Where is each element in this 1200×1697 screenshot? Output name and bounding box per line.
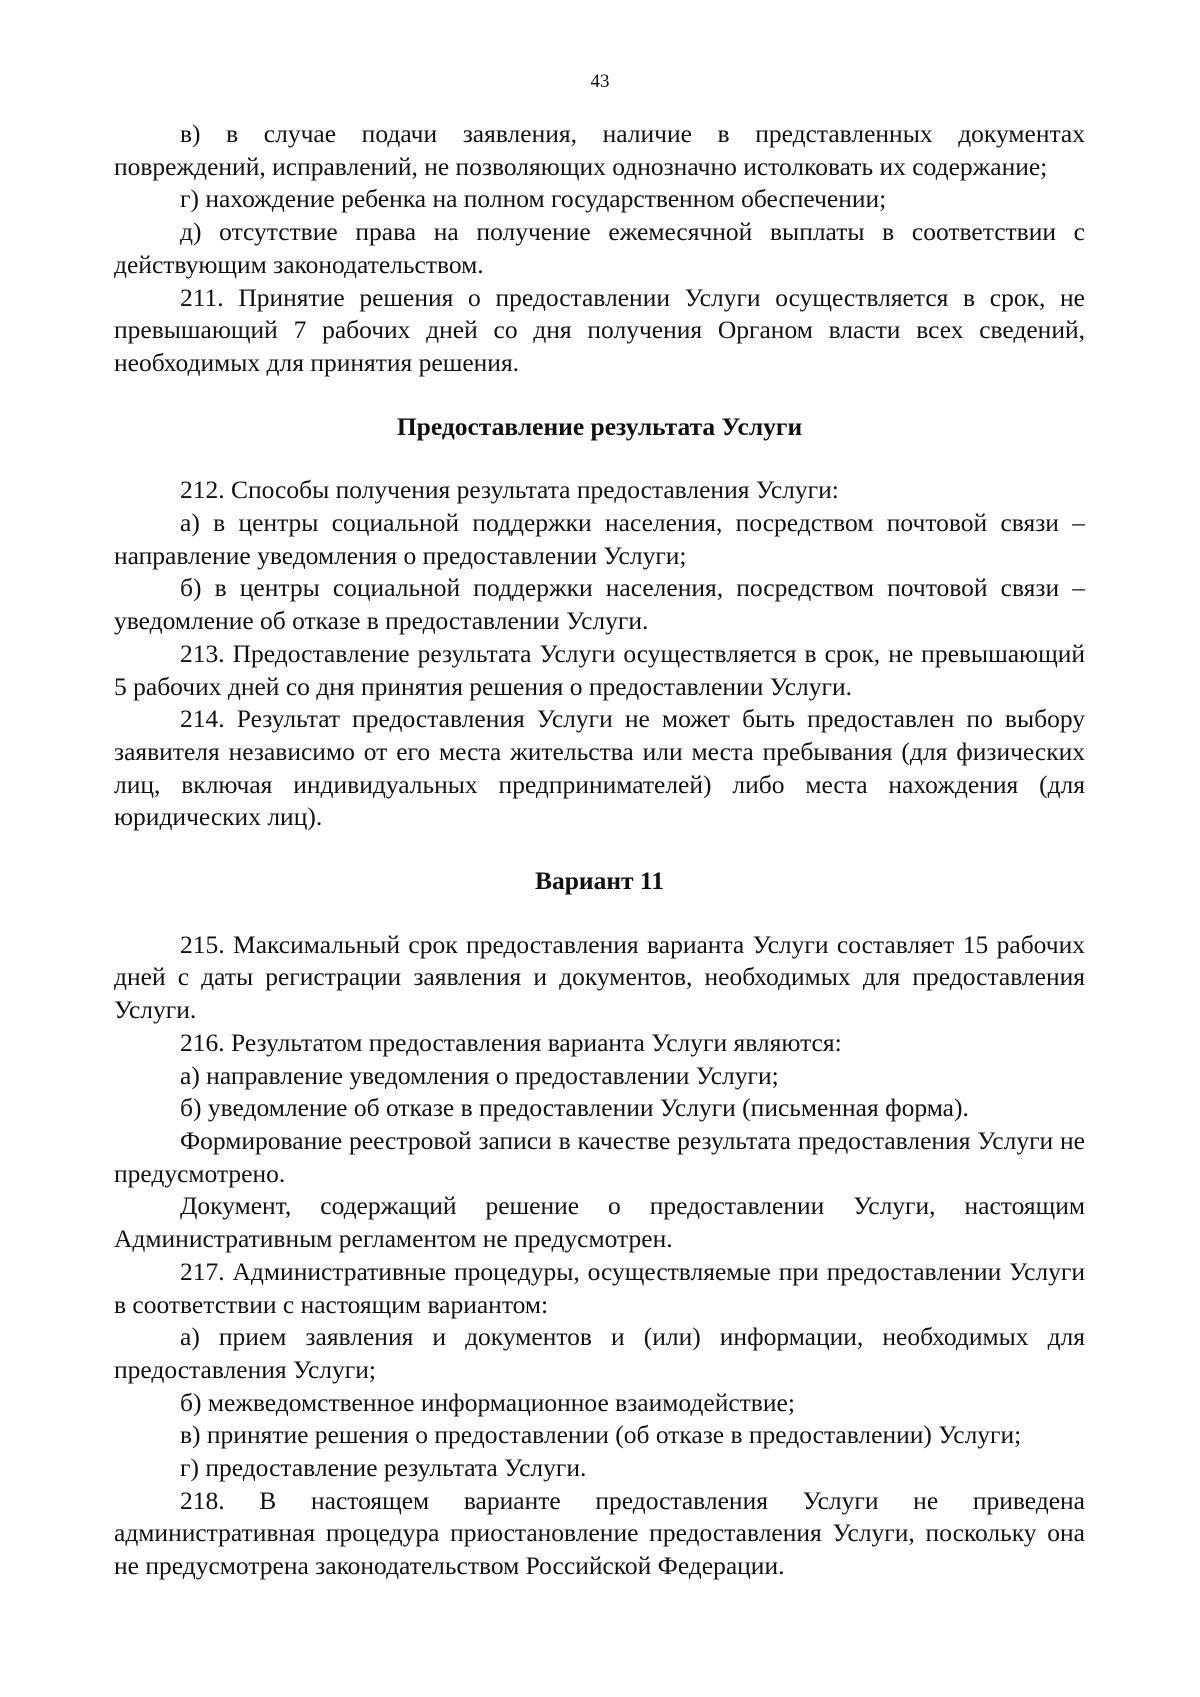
paragraph-212: 212. Способы получения результата предоставления Услуги: xyxy=(180,475,839,505)
paragraph-217: 217. Административные процедуры, осуществляемые при предоставлении Услуги в соответствии с настоящим вариантом: xyxy=(114,1256,1085,1319)
paragraph-212-a: а) в центры социальной поддержки населения, посредством почтовой связи – направление уведомления о предоставлении Услуги; xyxy=(114,508,1085,570)
section-heading-variant: Вариант 11 xyxy=(534,866,665,896)
paragraph-213: 213. Предоставление результата Услуги осуществляется в срок, не превышающий 5 рабочих дней со дня принятия решения о предоставлении Услуги. xyxy=(114,638,1085,701)
paragraph-d: д) отсутствие права на получение ежемесячной выплаты в соответствии с действующим законодательством. xyxy=(114,217,1085,279)
paragraph-215: 215. Максимальный срок предоставления варианта Услуги составляет 15 рабочих дней с даты регистрации заявления и документов, необходимых для предоставления Услуги. xyxy=(114,929,1085,1025)
paragraph-216-b: б) уведомление об отказе в предоставлении Услуги (письменная форма). xyxy=(180,1093,969,1123)
paragraph-registry-record: Формирование реестровой записи в качестве результата предоставления Услуги не предусмотрено. xyxy=(114,1125,1085,1188)
paragraph-216: 216. Результатом предоставления варианта Услуги являются: xyxy=(180,1027,842,1057)
paragraph-g: г) нахождение ребенка на полном государственном обеспечении; xyxy=(180,184,887,214)
paragraph-217-g: г) предоставление результата Услуги. xyxy=(180,1453,587,1483)
paragraph-211: 211. Принятие решения о предоставлении Услуги осуществляется в срок, не превышающий 7 рабочих дней со дня получения Органом власти всех сведений, необходимых для принятия решения. xyxy=(114,282,1085,377)
paragraph-216-a: а) направление уведомления о предоставлении Услуги; xyxy=(180,1060,779,1090)
paragraph-214: 214. Результат предоставления Услуги не может быть предоставлен по выбору заявителя независимо от его места жительства или места пребывания (для физических лиц, включая индивидуальных предпринимателей) либо места нахождения (для юридических лиц). xyxy=(114,704,1085,832)
page-number: 43 xyxy=(590,71,610,92)
paragraph-217-a: а) прием заявления и документов и (или) информации, необходимых для предоставления Услуги; xyxy=(114,1322,1085,1384)
paragraph-212-b: б) в центры социальной поддержки населения, посредством почтовой связи – уведомление об отказе в предоставлении Услуги. xyxy=(114,573,1085,636)
paragraph-217-v: в) принятие решения о предоставлении (об отказе в предоставлении) Услуги; xyxy=(180,1420,1022,1450)
section-heading-result: Предоставление результата Услуги xyxy=(396,411,803,441)
paragraph-decision-document: Документ, содержащий решение о предоставлении Услуги, настоящим Административным регламентом не предусмотрен. xyxy=(114,1191,1085,1254)
document-body xyxy=(114,118,1085,1583)
paragraph-217-b: б) межведомственное информационное взаимодействие; xyxy=(180,1387,795,1417)
paragraph-218: 218. В настоящем варианте предоставления Услуги не приведена административная процедура приостановление предоставления Услуги, поскольку она не предусмотрена законодательством Российской Федерации. xyxy=(114,1485,1085,1581)
paragraph-v: в) в случае подачи заявления, наличие в представленных документах повреждений, исправлений, не позволяющих однозначно истолковать их содержание; xyxy=(114,119,1085,181)
